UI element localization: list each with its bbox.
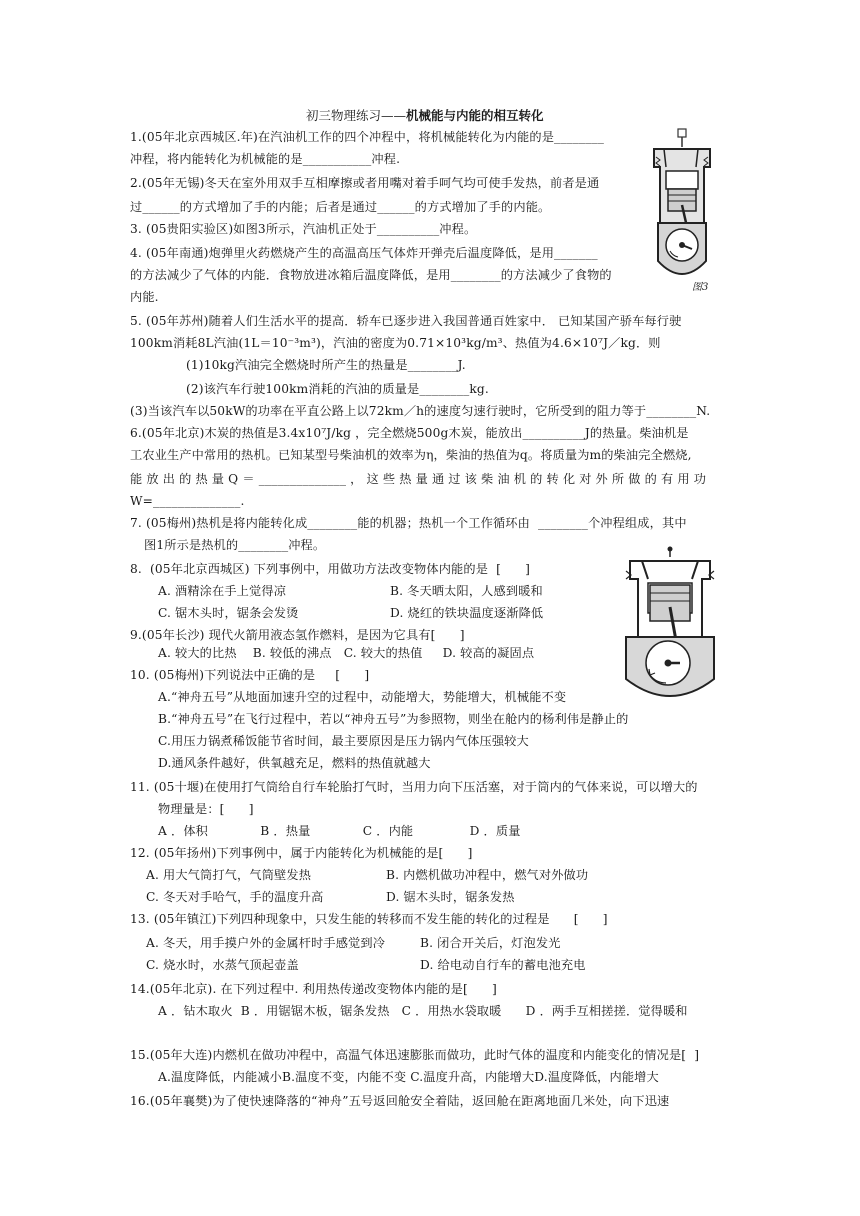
text-line: (2)该汽车行驶100km消耗的汽油的质量是________kg. (186, 382, 489, 396)
text-line: 11. (05十堰)在使用打气筒给自行车轮胎打气时，当用力向下压活塞，对于筒内的气体来说，可以增大的 (130, 780, 698, 794)
text-line: 10. (05梅州)下列说法中正确的是 [ ] (130, 668, 370, 682)
text-line: 2.(05年无锡)冬天在室外用双手互相摩擦或者用嘴对着手呵气均可使手发热，前者是通 (130, 176, 600, 190)
text-line: D. 给电动自行车的蓄电池充电 (420, 958, 586, 972)
text-line: 13. (05年镇江)下列四种现象中，只发生能的转移而不发生能的转化的过程是 [ ] (130, 912, 608, 926)
text-line: 16.(05年襄樊)为了使快速降落的“神舟”五号返回舱安全着陆，返回舱在距离地面几米处，向下迅速 (130, 1094, 670, 1108)
text-line: 14.(05年北京). 在下列过程中. 利用热传递改变物体内能的是[ ] (130, 982, 497, 996)
text-line: 能 放 出 的 热 量 Q ＝ ______________ ， 这 些 热 量 通 过 该 柴 油 机 的 转 化 对 外 所 做 的 有 用 功 (130, 472, 707, 486)
figure-3-label: 图3 (692, 282, 709, 293)
text-line: D.通风条件越好，供氧越充足，燃料的热值就越大 (158, 756, 431, 770)
text-line: 冲程，将内能转化为机械能的是___________冲程. (130, 152, 401, 166)
text-line: B.“神舟五号”在飞行过程中，若以“神舟五号”为参照物，则坐在舱内的杨利伟是静止的 (158, 712, 629, 726)
text-line: A ．体积 B ．热量 C ．内能 D ．质量 (158, 824, 521, 838)
text-line: 15.(05年大连)内燃机在做功冲程中，高温气体迅速膨胀而做功，此时气体的温度和内能变化的情况是[ ] (130, 1048, 700, 1062)
text-line: W=______________. (130, 494, 245, 508)
text-line: 3. (05贵阳实验区)如图3所示，汽油机正处于__________冲程。 (130, 222, 477, 236)
text-line: D. 烧红的铁块温度逐渐降低 (390, 606, 544, 620)
text-line: C.用压力锅煮稀饭能节省时间，最主要原因是压力锅内气体压强较大 (158, 734, 529, 748)
text-line: 1.(05年北京西城区.年)在汽油机工作的四个冲程中，将机械能转化为内能的是________ (130, 130, 604, 144)
text-line: (3)当该汽车以50kW的功率在平直公路上以72km／h的速度匀速行驶时，它所受到的阻力等于________N. (130, 404, 711, 418)
text-line: A. 冬天，用手摸户外的金属杆时手感觉到冷 (146, 936, 386, 950)
text-line: A. 较大的比热 B. 较低的沸点 C. 较大的热值 D. 较高的凝固点 (158, 646, 535, 660)
title-prefix: 初三物理练习—— (306, 108, 407, 123)
page-title (306, 106, 544, 124)
title-bold: 机械能与内能的相互转化 (406, 108, 544, 123)
text-line: B. 冬天晒太阳，人感到暖和 (390, 584, 543, 598)
engine-figure-2 (622, 545, 718, 705)
text-line: C. 冬天对手哈气，手的温度升高 (146, 890, 324, 904)
text-line: A.温度降低，内能减小B.温度不变，内能不变 C.温度升高，内能增大D.温度降低，内能增大 (158, 1070, 659, 1084)
text-line: D. 锯木头时，锯条发热 (386, 890, 515, 904)
text-line: 图1所示是热机的________冲程。 (144, 538, 326, 552)
text-line: 内能. (130, 290, 159, 304)
text-line: A.“神舟五号”从地面加速升空的过程中，动能增大，势能增大，机械能不变 (158, 690, 567, 704)
text-line: 9.(05年长沙) 现代火箭用液态氢作燃料，是因为它具有[ ] (130, 628, 465, 642)
text-line: 8. (05年北京西城区) 下列事例中，用做功方法改变物体内能的是 [ ] (130, 562, 531, 576)
text-line: 12. (05年扬州)下列事例中，属于内能转化为机械能的是[ ] (130, 846, 473, 860)
text-line: A. 酒精涂在手上觉得凉 (158, 584, 287, 598)
text-line: 100km消耗8L汽油(1L＝10⁻³m³)，汽油的密度为0.71×10³kg/m³、热值为4.6×10⁷J／kg．则 (130, 336, 661, 350)
text-line: A. 用大气筒打气，气筒壁发热 (146, 868, 312, 882)
text-line: 6.(05年北京)木炭的热值是3.4x10⁷J/kg ，完全燃烧500g木炭，能放出__________J的热量。柴油机是 (130, 426, 689, 440)
text-line: 7. (05梅州)热机是将内能转化成________能的机器；热机一个工作循环由 ________个冲程组成，其中 (130, 516, 687, 530)
text-line: 的方法减少了气体的内能．食物放进冰箱后温度降低，是用________的方法减少了食物的 (130, 268, 612, 282)
text-line: C. 锯木头时，锯条会发烫 (158, 606, 299, 620)
text-line: B. 闭合开关后，灯泡发光 (420, 936, 561, 950)
text-line: 4. (05年南通)炮弹里火药燃烧产生的高温高压气体炸开弹壳后温度降低，是用_______ (130, 246, 598, 260)
text-line: 工农业生产中常用的热机。已知某型号柴油机的效率为η，柴油的热值为q。将质量为m的柴油完全燃烧, (130, 448, 692, 462)
text-line: B. 内燃机做功冲程中，燃气对外做功 (386, 868, 589, 882)
engine-figure-1 (648, 127, 716, 295)
text-line: A ．钻木取火 B ．用锯锯木板，锯条发热 C ．用热水袋取暖 D ．两手互相搓搓．觉得暖和 (158, 1004, 688, 1018)
text-line: C. 烧水时，水蒸气顶起壶盖 (146, 958, 299, 972)
text-line: 过______的方式增加了手的内能；后者是通过______的方式增加了手的内能。 (130, 200, 551, 214)
text-line: 物理量是：[ ] (158, 802, 254, 816)
text-line: (1)10kg汽油完全燃烧时所产生的热量是________J. (186, 358, 466, 372)
text-line: 5. (05年苏州)随着人们生活水平的提高．轿车已逐步进入我国普通百姓家中． 已知某国产骄车每行驶 (130, 314, 682, 328)
